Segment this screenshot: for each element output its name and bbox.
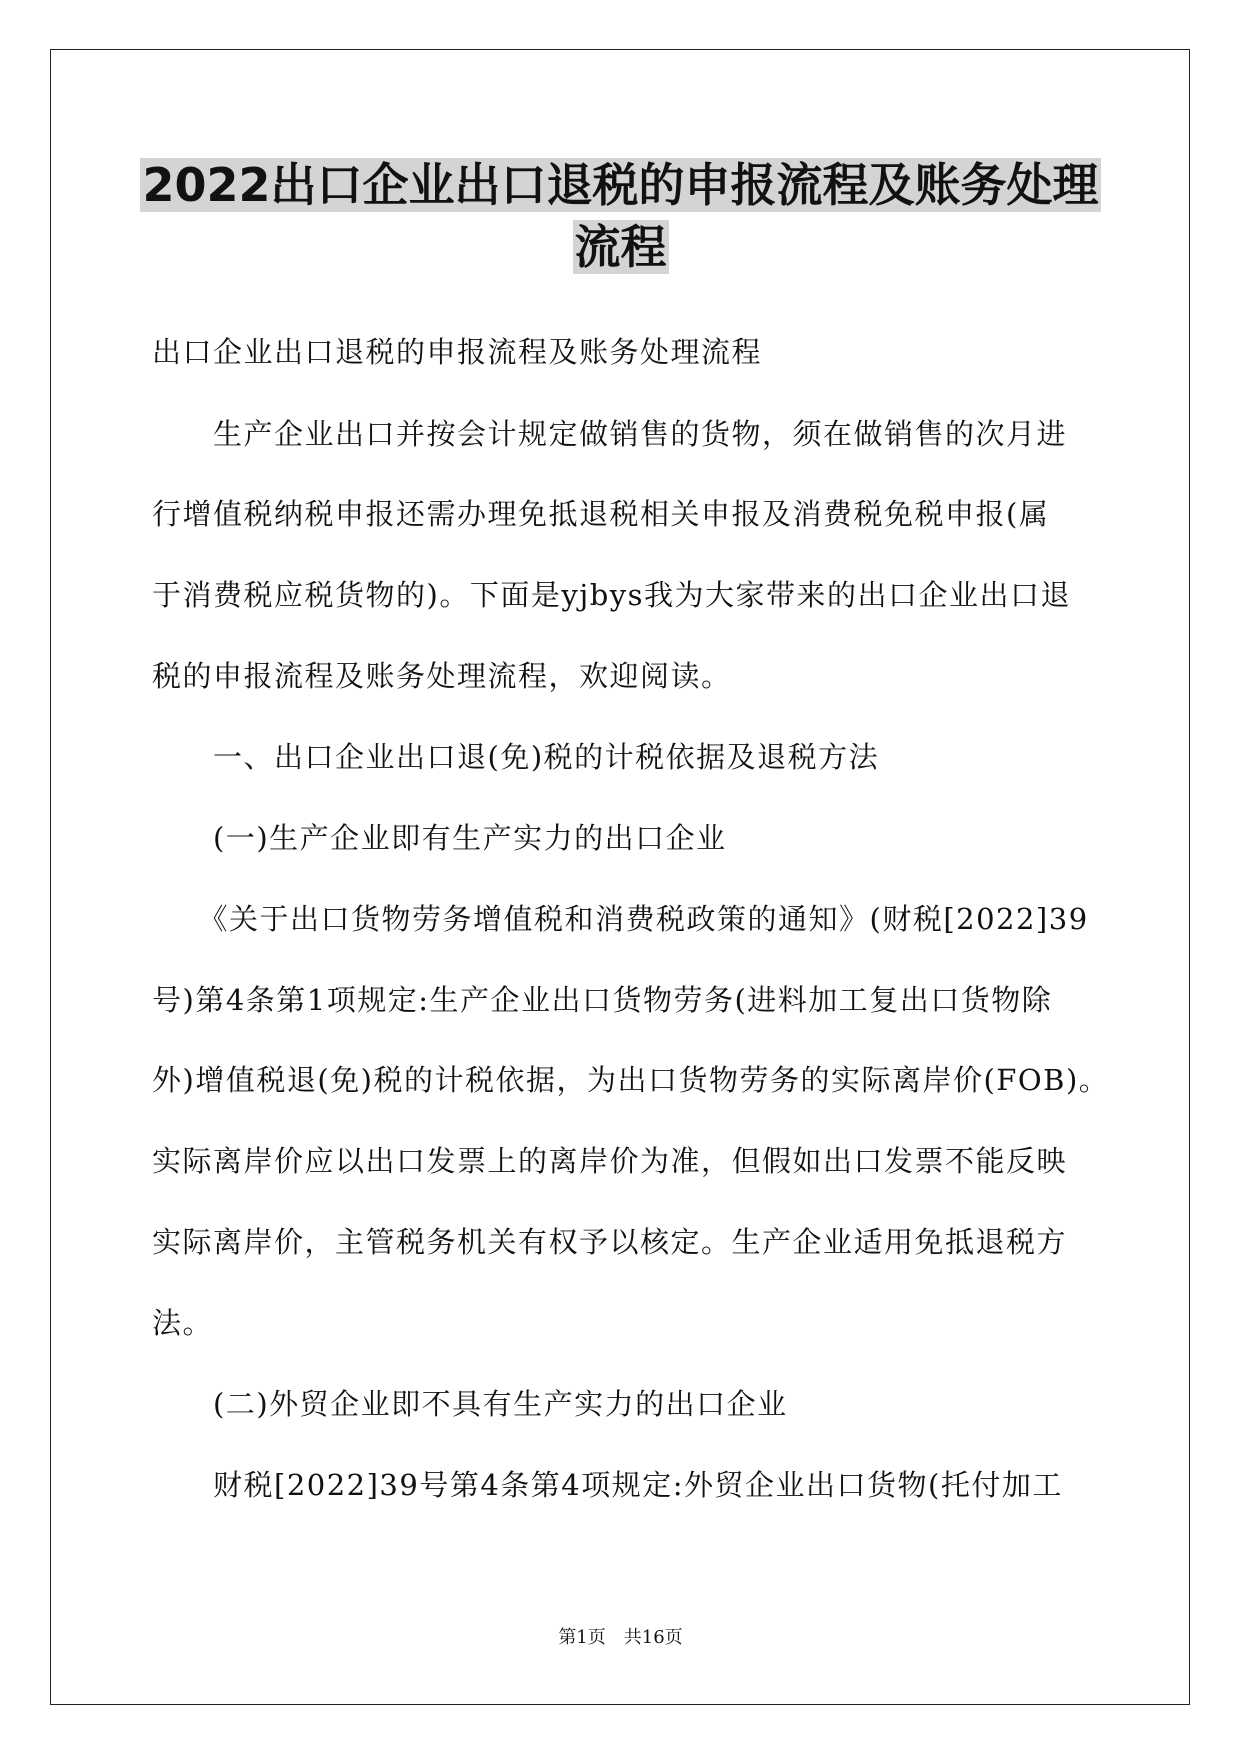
body-line: 于消费税应税货物的)。下面是yjbys我为大家带来的出口企业出口退 xyxy=(152,578,1072,612)
subsection-heading: (一)生产企业即有生产实力的出口企业 xyxy=(152,821,727,855)
body-line: 实际离岸价，主管税务机关有权予以核定。生产企业适用免抵退税方 xyxy=(152,1225,1068,1259)
body-line: 法。 xyxy=(152,1306,214,1340)
page-border xyxy=(50,49,1190,1705)
body-line: 税的申报流程及账务处理流程，欢迎阅读。 xyxy=(152,659,732,693)
subtitle-line: 出口企业出口退税的申报流程及账务处理流程 xyxy=(152,335,763,369)
subsection-heading: (二)外贸企业即不具有生产实力的出口企业 xyxy=(152,1387,788,1421)
body-line: 实际离岸价应以出口发票上的离岸价为准，但假如出口发票不能反映 xyxy=(152,1144,1068,1178)
page-footer: 第1页 共16页 xyxy=(558,1627,683,1648)
body-line: 号)第4条第1项规定:生产企业出口货物劳务(进料加工复出口货物除 xyxy=(152,983,1053,1017)
body-line: 生产企业出口并按会计规定做销售的货物，须在做销售的次月进 xyxy=(152,417,1068,451)
body-line: 《关于出口货物劳务增值税和消费税政策的通知》(财税[2022]39 xyxy=(152,902,1089,936)
body-line: 外)增值税退(免)税的计税依据，为出口货物劳务的实际离岸价(FOB)。 xyxy=(152,1063,1110,1097)
section-heading: 一、出口企业出口退(免)税的计税依据及退税方法 xyxy=(152,740,880,774)
document-title-line-2: 流程 xyxy=(574,220,667,274)
body-line: 行增值税纳税申报还需办理免抵退税相关申报及消费税免税申报(属 xyxy=(152,497,1050,531)
document-title-line-1: 2022出口企业出口退税的申报流程及账务处理 xyxy=(142,158,1099,212)
body-line: 财税[2022]39号第4条第4项规定:外贸企业出口货物(托付加工 xyxy=(152,1468,1063,1502)
